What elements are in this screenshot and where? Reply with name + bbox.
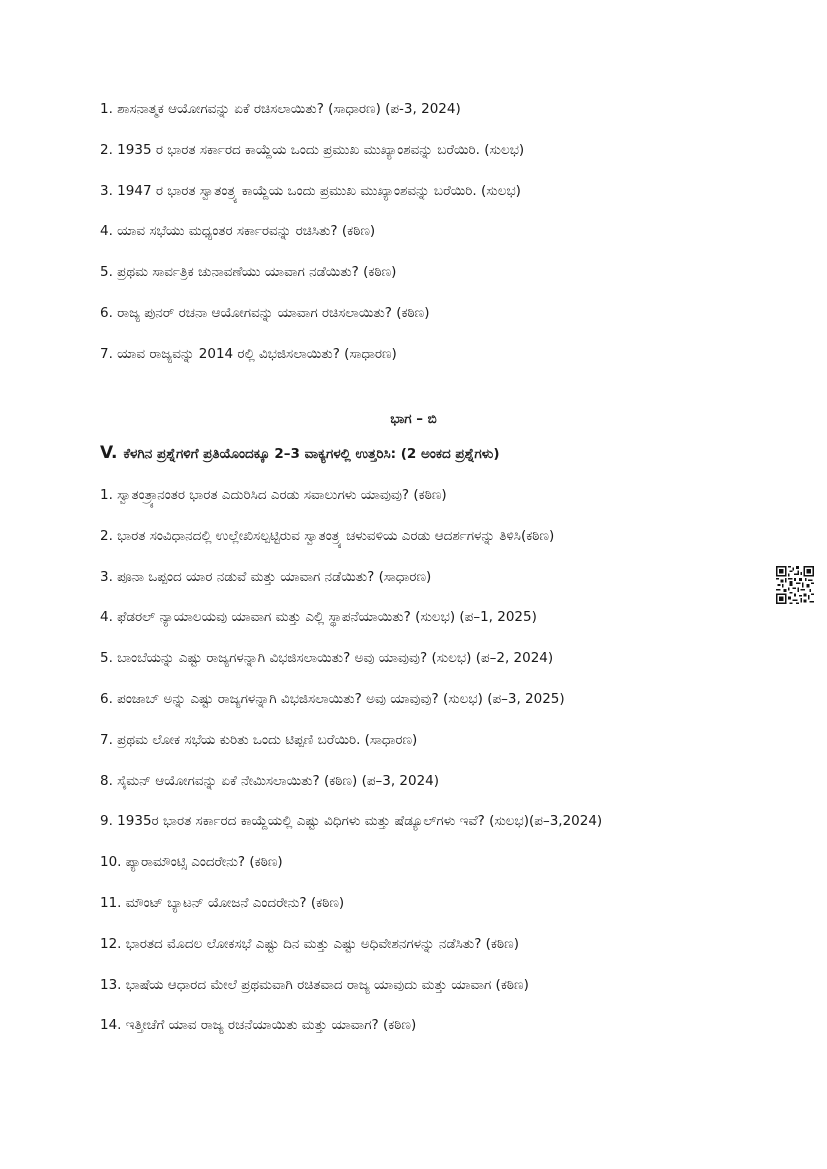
- question-b-12: 12. ಭಾರತದ ಮೊದಲ ಲೋಕಸಭೆ ಎಷ್ಟು ದಿನ ಮತ್ತು ಎಷ್ಟು ಅಧಿವೇಶನಗಳನ್ನು ನಡೆಸಿತು? (ಕಠಿಣ): [100, 936, 519, 952]
- question-b-6: 6. ಪಂಜಾಬ್ ಅನ್ನು ಎಷ್ಟು ರಾಜ್ಯಗಳನ್ನಾಗಿ ವಿಭಜಿಸಲಾಯಿತು? ಅವು ಯಾವುವು? (ಸುಲಭ) (ಪ–3, 2025): [100, 691, 565, 707]
- question-b-4: 4. ಫೆಡರಲ್ ನ್ಯಾಯಾಲಯವು ಯಾವಾಗ ಮತ್ತು ಎಲ್ಲಿ ಸ್ಥಾಪನೆಯಾಯಿತು? (ಸುಲಭ) (ಪ–1, 2025): [100, 609, 537, 625]
- question-a-7: 7. ಯಾವ ರಾಜ್ಯವನ್ನು 2014 ರಲ್ಲಿ ವಿಭಜಿಸಲಾಯಿತು? (ಸಾಧಾರಣ): [100, 346, 397, 362]
- qr-code-icon[interactable]: [776, 566, 814, 604]
- question-b-13: 13. ಭಾಷೆಯ ಆಧಾರದ ಮೇಲೆ ಪ್ರಥಮವಾಗಿ ರಚಿತವಾದ ರಾಜ್ಯ ಯಾವುದು ಮತ್ತು ಯಾವಾಗ (ಕಠಿಣ): [100, 977, 529, 993]
- question-a-2: 2. 1935 ರ ಭಾರತ ಸರ್ಕಾರದ ಕಾಯ್ದೆಯ ಒಂದು ಪ್ರಮುಖ ಮುಖ್ಯಾಂಶವನ್ನು ಬರೆಯಿರಿ. (ಸುಲಭ): [100, 142, 525, 158]
- section-title: ಭಾಗ – ಬಿ: [390, 411, 437, 427]
- section-instruction: ಕೆಳಗಿನ ಪ್ರಶ್ನೆಗಳಿಗೆ ಪ್ರತಿಯೊಂದಕ್ಕೂ 2–3 ವಾಕ್ಯಗಳಲ್ಲಿ ಉತ್ತರಿಸಿ: (2 ಅಂಕದ ಪ್ರಶ್ನೆಗಳು): [123, 446, 500, 462]
- question-b-3: 3. ಪೂನಾ ಒಪ್ಪಂದ ಯಾರ ನಡುವೆ ಮತ್ತು ಯಾವಾಗ ನಡೆಯಿತು? (ಸಾಧಾರಣ): [100, 569, 432, 585]
- question-a-4: 4. ಯಾವ ಸಭೆಯು ಮಧ್ಯಂತರ ಸರ್ಕಾರವನ್ನು ರಚಿಸಿತು? (ಕಠಿಣ): [100, 223, 376, 239]
- section-heading: [100, 443, 500, 464]
- question-a-6: 6. ರಾಜ್ಯ ಪುನರ್ ರಚನಾ ಆಯೋಗವನ್ನು ಯಾವಾಗ ರಚಿಸಲಾಯಿತು? (ಕಠಿಣ): [100, 305, 430, 321]
- section-roman-numeral: V.: [100, 443, 118, 463]
- question-b-1: 1. ಸ್ವಾತಂತ್ರ್ಯಾನಂತರ ಭಾರತ ಎದುರಿಸಿದ ಎರಡು ಸವಾಲುಗಳು ಯಾವುವು? (ಕಠಿಣ): [100, 487, 447, 503]
- question-b-7: 7. ಪ್ರಥಮ ಲೋಕ ಸಭೆಯ ಕುರಿತು ಒಂದು ಟಿಪ್ಪಣಿ ಬರೆಯಿರಿ. (ಸಾಧಾರಣ): [100, 732, 418, 748]
- question-b-11: 11. ಮೌಂಟ್ ಬ್ಯಾಟನ್ ಯೋಜನೆ ಎಂದರೇನು? (ಕಠಿಣ): [100, 895, 345, 911]
- question-b-2: 2. ಭಾರತ ಸಂವಿಧಾನದಲ್ಲಿ ಉಲ್ಲೇಖಿಸಲ್ಪಟ್ಟಿರುವ ಸ್ವಾತಂತ್ರ್ಯ ಚಳುವಳಿಯ ಎರಡು ಆದರ್ಶಗಳನ್ನು ತಿಳಿಸಿ(ಕಠಿಣ): [100, 528, 555, 544]
- question-a-3: 3. 1947 ರ ಭಾರತ ಸ್ವಾತಂತ್ರ್ಯ ಕಾಯ್ದೆಯ ಒಂದು ಪ್ರಮುಖ ಮುಖ್ಯಾಂಶವನ್ನು ಬರೆಯಿರಿ. (ಸುಲಭ): [100, 183, 521, 199]
- question-b-8: 8. ಸೈಮನ್ ಆಯೋಗವನ್ನು ಏಕೆ ನೇಮಿಸಲಾಯಿತು? (ಕಠಿಣ) (ಪ–3, 2024): [100, 773, 440, 789]
- question-b-14: 14. ಇತ್ತೀಚೆಗೆ ಯಾವ ರಾಜ್ಯ ರಚನೆಯಾಯಿತು ಮತ್ತು ಯಾವಾಗ? (ಕಠಿಣ): [100, 1017, 417, 1033]
- question-a-5: 5. ಪ್ರಥಮ ಸಾರ್ವತ್ರಿಕ ಚುನಾವಣೆಯು ಯಾವಾಗ ನಡೆಯಿತು? (ಕಠಿಣ): [100, 264, 397, 280]
- question-b-9: 9. 1935ರ ಭಾರತ ಸರ್ಕಾರದ ಕಾಯ್ದೆಯಲ್ಲಿ ಎಷ್ಟು ವಿಧಿಗಳು ಮತ್ತು ಷೆಡ್ಯೂಲ್‌ಗಳು ಇವೆ? (ಸುಲಭ)(ಪ–3,2024): [100, 813, 603, 829]
- question-b-10: 10. ಪ್ಯಾರಾಮೌಂಟ್ಸಿ ಎಂದರೇನು? (ಕಠಿಣ): [100, 854, 283, 870]
- question-b-5: 5. ಬಾಂಬೆಯನ್ನು ಎಷ್ಟು ರಾಜ್ಯಗಳನ್ನಾಗಿ ವಿಭಜಿಸಲಾಯಿತು? ಅವು ಯಾವುವು? (ಸುಲಭ) (ಪ–2, 2024): [100, 650, 554, 666]
- question-a-1: 1. ಶಾಸನಾತ್ಮಕ ಆಯೋಗವನ್ನು ಏಕೆ ರಚಿಸಲಾಯಿತು? (ಸಾಧಾರಣ) (ಪ-3, 2024): [100, 101, 461, 117]
